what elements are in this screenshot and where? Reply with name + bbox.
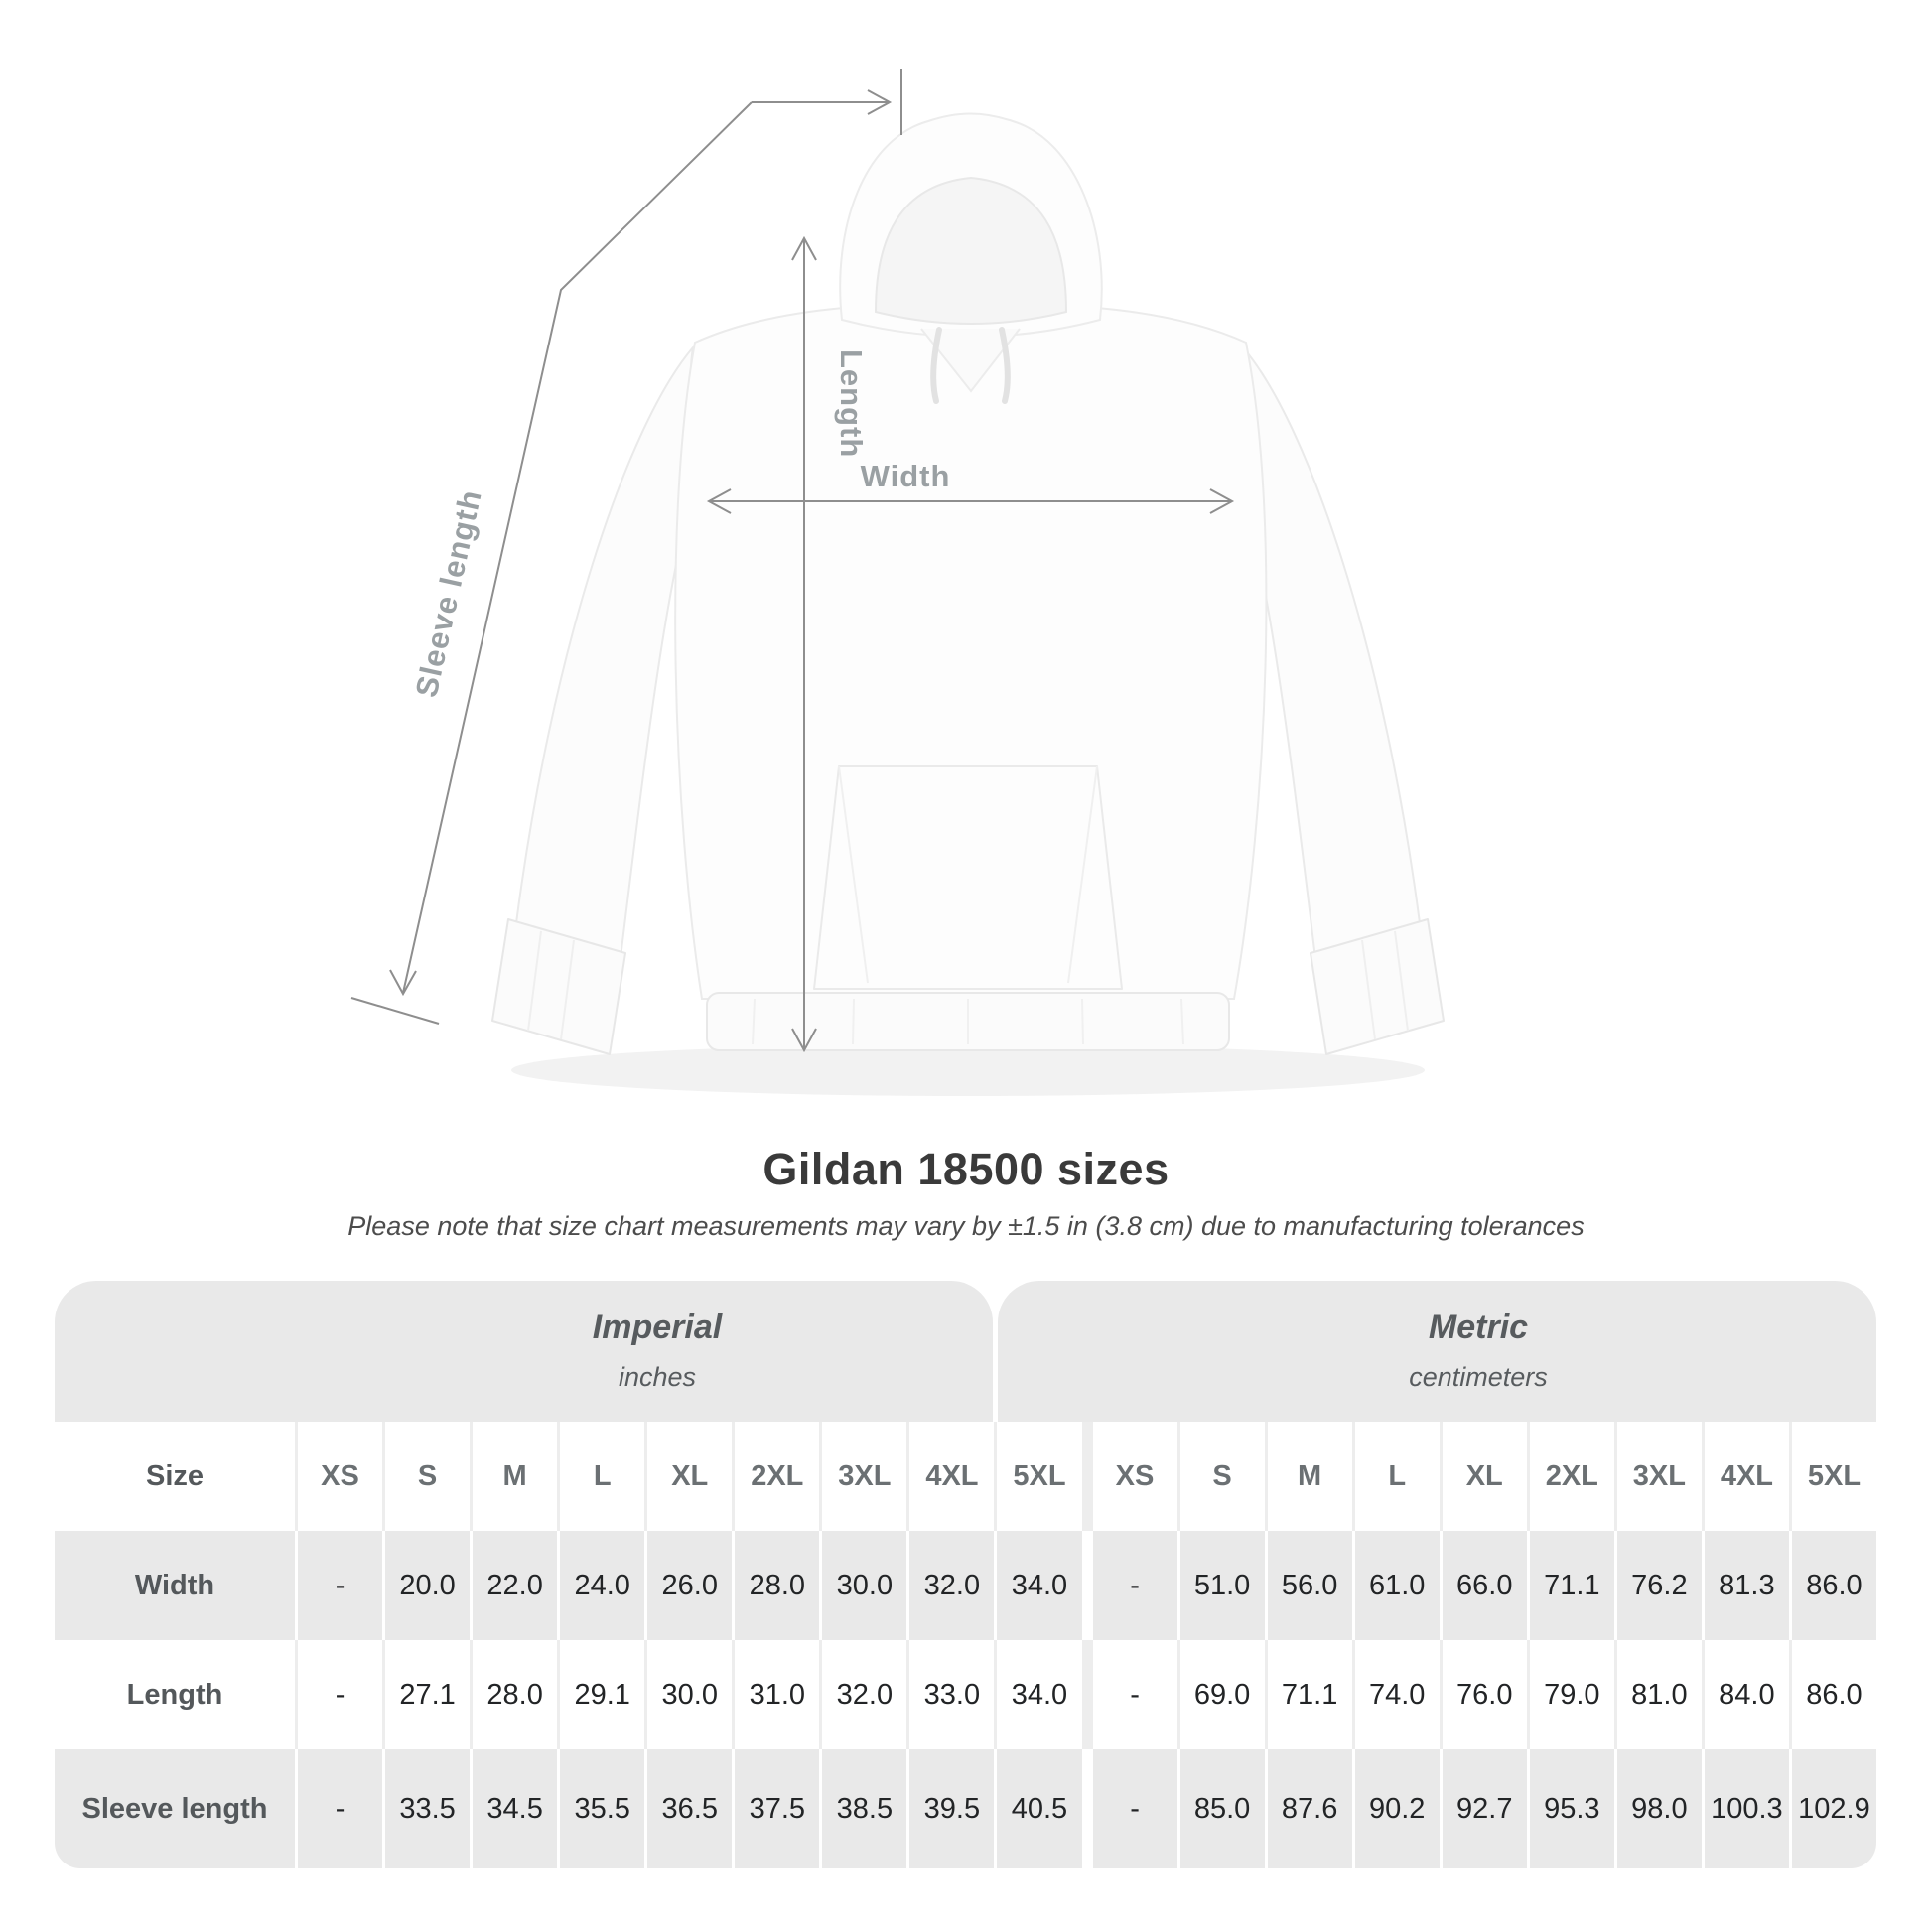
size-header-imperial: XL <box>647 1422 732 1531</box>
size-header-metric: XL <box>1443 1422 1527 1531</box>
unit-divider <box>1085 1640 1090 1749</box>
value-cell: 100.3 <box>1705 1749 1789 1868</box>
unit-divider <box>1085 1531 1090 1640</box>
value-cell: 38.5 <box>822 1749 906 1868</box>
value-cell: 87.6 <box>1268 1749 1352 1868</box>
value-cell: 30.0 <box>822 1531 906 1640</box>
size-column-header: Size <box>55 1422 295 1531</box>
size-header-metric: 3XL <box>1617 1422 1702 1531</box>
value-cell: 81.0 <box>1617 1640 1702 1749</box>
value-cell: 71.1 <box>1268 1640 1352 1749</box>
value-cell: 28.0 <box>735 1531 819 1640</box>
value-cell: 90.2 <box>1355 1749 1440 1868</box>
value-cell: 92.7 <box>1443 1749 1527 1868</box>
value-cell: 51.0 <box>1180 1531 1265 1640</box>
value-cell: 98.0 <box>1617 1749 1702 1868</box>
size-header-metric: 2XL <box>1530 1422 1614 1531</box>
value-cell: 74.0 <box>1355 1640 1440 1749</box>
length-label: Length <box>834 349 869 459</box>
imperial-group-label: Imperial <box>592 1309 723 1346</box>
value-cell: 102.9 <box>1792 1749 1876 1868</box>
value-cell: - <box>298 1640 382 1749</box>
value-cell: 36.5 <box>647 1749 732 1868</box>
value-cell: 27.1 <box>385 1640 470 1749</box>
unit-group-band <box>55 1281 1876 1422</box>
value-cell: - <box>1093 1531 1177 1640</box>
unit-divider <box>1085 1422 1090 1531</box>
value-cell: - <box>1093 1640 1177 1749</box>
metric-group-label: Metric <box>1428 1309 1529 1346</box>
value-cell: 33.0 <box>909 1640 994 1749</box>
value-cell: 22.0 <box>473 1531 557 1640</box>
value-cell: 32.0 <box>909 1531 994 1640</box>
width-label: Width <box>860 459 951 493</box>
value-cell: 40.5 <box>997 1749 1081 1868</box>
metric-unit-label: centimeters <box>1409 1362 1548 1392</box>
size-header-metric: S <box>1180 1422 1265 1531</box>
tolerance-note: Please note that size chart measurements may vary by ±1.5 in (3.8 cm) due to manufacturing tolerances <box>347 1211 1585 1241</box>
size-header-imperial: 2XL <box>735 1422 819 1531</box>
value-cell: 86.0 <box>1792 1531 1876 1640</box>
size-header-imperial: M <box>473 1422 557 1531</box>
value-cell: 84.0 <box>1705 1640 1789 1749</box>
value-cell: 69.0 <box>1180 1640 1265 1749</box>
value-cell: 28.0 <box>473 1640 557 1749</box>
row-label: Length <box>55 1640 295 1749</box>
value-cell: 26.0 <box>647 1531 732 1640</box>
sleeve-length-label: Sleeve length <box>408 486 488 701</box>
unit-divider <box>1085 1749 1090 1868</box>
value-cell: 30.0 <box>647 1640 732 1749</box>
size-header-metric: M <box>1268 1422 1352 1531</box>
size-header-imperial: XS <box>298 1422 382 1531</box>
value-cell: 95.3 <box>1530 1749 1614 1868</box>
size-header-imperial: 3XL <box>822 1422 906 1531</box>
size-header-imperial: 5XL <box>997 1422 1081 1531</box>
value-cell: 61.0 <box>1355 1531 1440 1640</box>
value-cell: 34.0 <box>997 1640 1081 1749</box>
value-cell: 33.5 <box>385 1749 470 1868</box>
value-cell: 31.0 <box>735 1640 819 1749</box>
value-cell: - <box>298 1749 382 1868</box>
row-label: Width <box>55 1531 295 1640</box>
value-cell: - <box>1093 1749 1177 1868</box>
table-row-length <box>55 1640 1876 1749</box>
value-cell: 35.5 <box>560 1749 644 1868</box>
size-header-metric: 4XL <box>1705 1422 1789 1531</box>
value-cell: 20.0 <box>385 1531 470 1640</box>
value-cell: 66.0 <box>1443 1531 1527 1640</box>
size-header-imperial: S <box>385 1422 470 1531</box>
hoodie-pocket <box>814 766 1122 989</box>
value-cell: 34.0 <box>997 1531 1081 1640</box>
value-cell: 81.3 <box>1705 1531 1789 1640</box>
value-cell: 76.0 <box>1443 1640 1527 1749</box>
row-label: Sleeve length <box>55 1749 295 1868</box>
value-cell: 39.5 <box>909 1749 994 1868</box>
imperial-unit-label: inches <box>618 1362 697 1392</box>
table-row-width <box>55 1531 1876 1640</box>
value-cell: 79.0 <box>1530 1640 1614 1749</box>
size-header-metric: XS <box>1093 1422 1177 1531</box>
value-cell: 76.2 <box>1617 1531 1702 1640</box>
value-cell: 86.0 <box>1792 1640 1876 1749</box>
value-cell: 29.1 <box>560 1640 644 1749</box>
value-cell: 24.0 <box>560 1531 644 1640</box>
value-cell: 71.1 <box>1530 1531 1614 1640</box>
size-chart-table <box>55 1281 1876 1868</box>
size-header-metric: 5XL <box>1792 1422 1876 1531</box>
value-cell: 56.0 <box>1268 1531 1352 1640</box>
value-cell: 37.5 <box>735 1749 819 1868</box>
table-header-row <box>55 1422 1876 1531</box>
value-cell: 34.5 <box>473 1749 557 1868</box>
value-cell: 32.0 <box>822 1640 906 1749</box>
page-title: Gildan 18500 sizes <box>762 1144 1170 1194</box>
imperial-group-block <box>55 1281 993 1422</box>
size-header-imperial: 4XL <box>909 1422 994 1531</box>
table-row-sleeve-length <box>55 1749 1876 1868</box>
hoodie-shadow <box>511 1044 1425 1096</box>
title-block <box>0 1144 1932 1242</box>
value-cell: - <box>298 1531 382 1640</box>
metric-group-block <box>998 1281 1876 1422</box>
value-cell: 85.0 <box>1180 1749 1265 1868</box>
size-header-imperial: L <box>560 1422 644 1531</box>
size-header-metric: L <box>1355 1422 1440 1531</box>
